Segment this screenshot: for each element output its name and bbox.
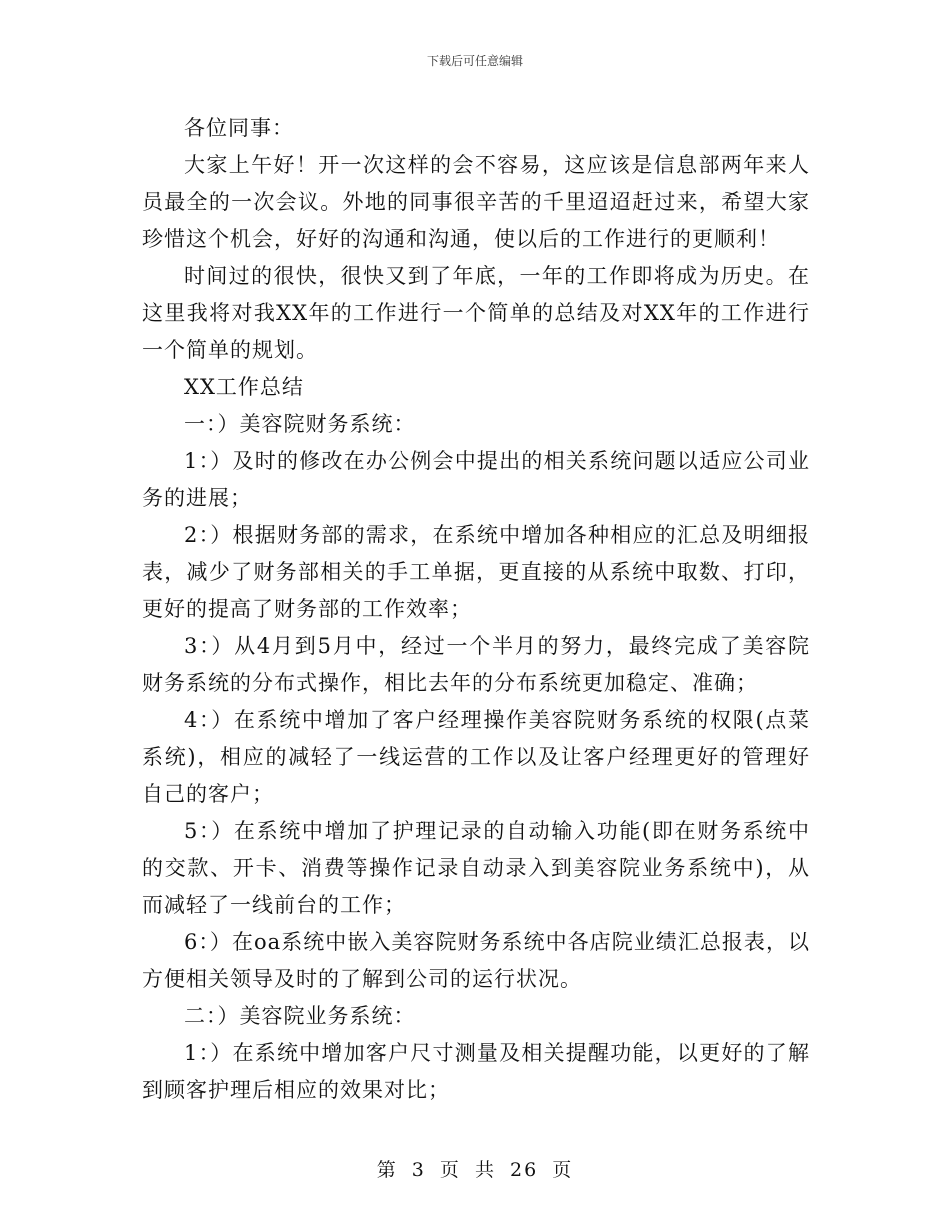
list-item-business-1: 1：）在系统中增加客户尺寸测量及相关提醒功能，以更好的了解到顾客护理后相应的效果对比；	[142, 1041, 810, 1102]
list-item-finance-4: 4：）在系统中增加了客户经理操作美容院财务系统的权限(点菜系统)，相应的减轻了一线运营的工作以及让客户经理更好的管理好自己的客户；	[142, 708, 810, 806]
paragraph-intro: 时间过的很快，很快又到了年底，一年的工作即将成为历史。在这里我将对我XX年的工作进行一个简单的总结及对XX年的工作进行一个简单的规划。	[142, 264, 810, 362]
document-body	[142, 110, 810, 1109]
list-item-finance-2: 2：）根据财务部的需求，在系统中增加各种相应的汇总及明细报表，减少了财务部相关的手工单据，更直接的从系统中取数、打印，更好的提高了财务部的工作效率；	[142, 523, 810, 621]
section-title-summary: XX工作总结	[184, 375, 304, 399]
page-number: 第 3 页 共 26 页	[376, 1159, 574, 1181]
list-item-finance-6: 6：）在oa系统中嵌入美容院财务系统中各店院业绩汇总报表，以方便相关领导及时的了解到公司的运行状况。	[142, 930, 810, 991]
section-heading-business-system: 二：）美容院业务系统：	[184, 1004, 416, 1028]
list-item-finance-1: 1：）及时的修改在办公例会中提出的相关系统问题以适应公司业务的进展；	[142, 449, 810, 510]
section-heading-finance-system: 一：）美容院财务系统：	[184, 412, 416, 436]
page-header-note: 下载后可任意编辑	[426, 54, 523, 68]
paragraph-greeting: 各位同事：	[184, 116, 294, 140]
list-item-finance-3: 3：）从4月到5月中，经过一个半月的努力，最终完成了美容院财务系统的分布式操作，相比去年的分布系统更加稳定、准确；	[142, 634, 810, 695]
paragraph-opening: 大家上午好！开一次这样的会不容易，这应该是信息部两年来人员最全的一次会议。外地的同事很辛苦的千里迢迢赶过来，希望大家珍惜这个机会，好好的沟通和沟通，使以后的工作进行的更顺利！	[142, 153, 810, 251]
list-item-finance-5: 5：）在系统中增加了护理记录的自动输入功能(即在财务系统中的交款、开卡、消费等操作记录自动录入到美容院业务系统中)，从而减轻了一线前台的工作；	[142, 819, 810, 917]
